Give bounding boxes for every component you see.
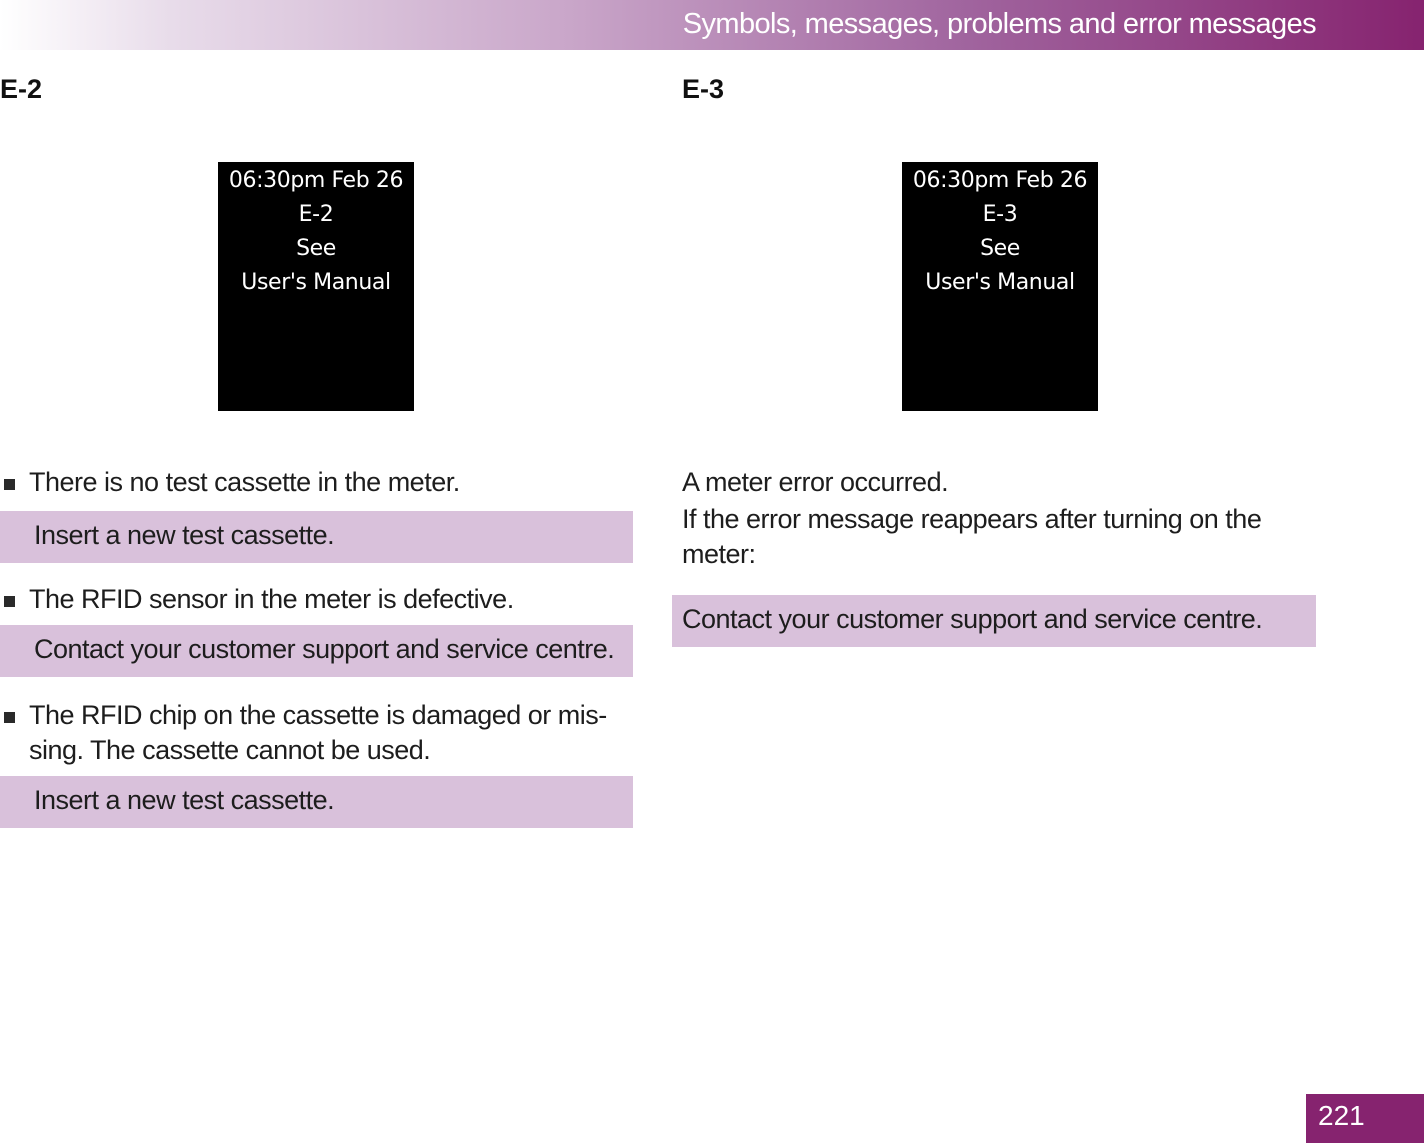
bullet-square-icon <box>4 596 15 607</box>
screen-time-date: 06:30pm Feb 26 <box>912 168 1088 193</box>
cause-text-3-line1: The RFID chip on the cassette is damaged or mis- <box>29 700 607 730</box>
action-text-1: Insert a new test cassette. <box>34 520 335 550</box>
header-title: Symbols, messages, problems and error messages <box>682 8 1316 40</box>
screen-error-code: E-3 <box>982 202 1018 227</box>
screen-error-code: E-2 <box>298 202 334 227</box>
cause-text-1: There is no test cassette in the meter. <box>29 467 460 497</box>
section-heading-e2: E-2 <box>0 74 43 104</box>
e3-text-line3: meter: <box>682 539 756 569</box>
e3-text-line1: A meter error occurred. <box>682 467 949 497</box>
screen-manual: User's Manual <box>925 270 1075 295</box>
screen-see: See <box>980 236 1020 261</box>
action-box-2 <box>0 625 633 677</box>
action-text-2: Contact your customer support and service centre. <box>34 634 615 664</box>
action-box-1 <box>0 511 633 563</box>
action-box-e3 <box>672 595 1316 647</box>
header-bar <box>0 0 1424 50</box>
action-box-3 <box>0 776 633 828</box>
section-heading-e3: E-3 <box>682 74 725 104</box>
page-number: 221 <box>1318 1100 1365 1131</box>
bullet-square-icon <box>4 712 15 723</box>
e3-text-line2: If the error message reappears after turning on the <box>682 504 1262 534</box>
bullet-square-icon <box>4 479 15 490</box>
cause-text-2: The RFID sensor in the meter is defective. <box>29 584 514 614</box>
screen-manual: User's Manual <box>241 270 391 295</box>
action-text-3: Insert a new test cassette. <box>34 785 335 815</box>
action-text-e3: Contact your customer support and service centre. <box>682 604 1263 634</box>
meter-screen-e2 <box>218 162 414 411</box>
cause-text-3-line2: sing. The cassette cannot be used. <box>29 735 431 765</box>
screen-time-date: 06:30pm Feb 26 <box>228 168 404 193</box>
page-number-badge <box>1306 1094 1424 1143</box>
meter-screen-e3 <box>902 162 1098 411</box>
screen-see: See <box>296 236 336 261</box>
